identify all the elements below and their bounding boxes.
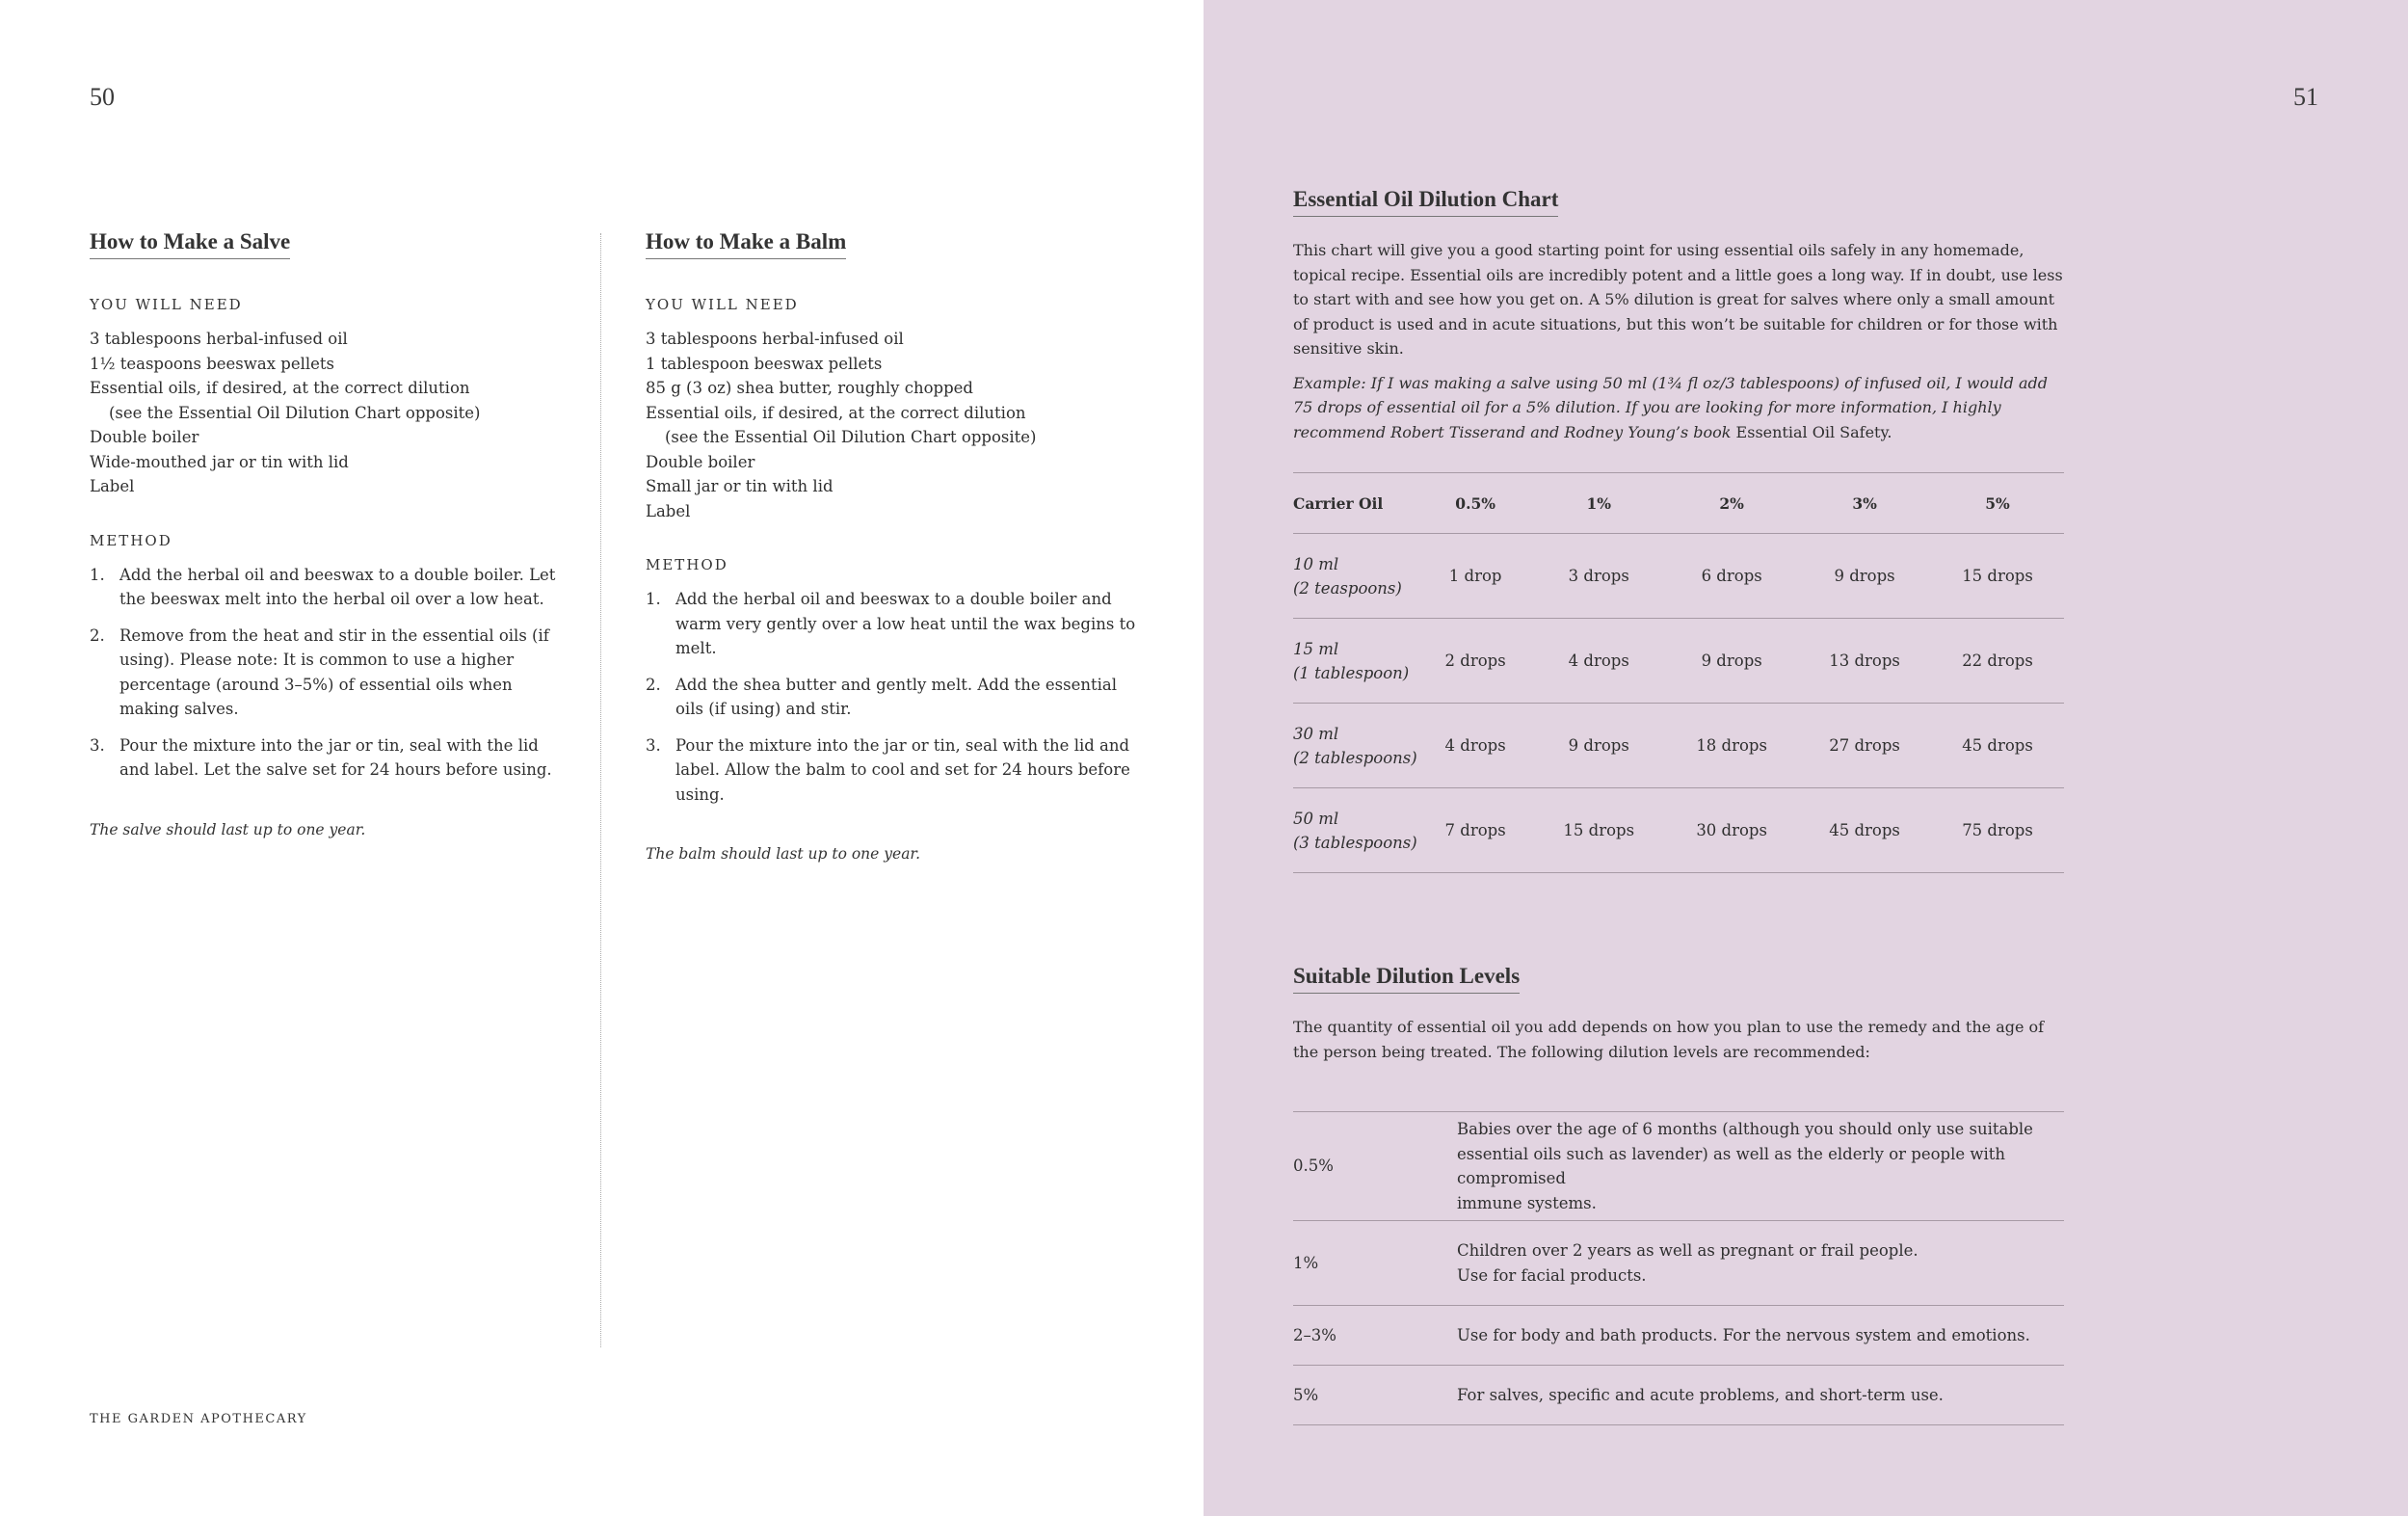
table-row <box>1293 1112 2064 1221</box>
salve-need-label: YOU WILL NEED <box>90 296 243 313</box>
carrier-volume: 10 ml (2 teaspoons) <box>1293 534 1418 619</box>
list-item: Small jar or tin with lid <box>646 477 834 495</box>
list-item: (see the Essential Oil Dilution Chart opposite) <box>109 403 481 422</box>
table-cell: 4 drops <box>1532 619 1665 704</box>
list-item: Essential oils, if desired, at the correct dilution <box>90 379 470 397</box>
step-item: 3. Pour the mixture into the jar or tin, seal with the lid and label. Let the salve set for 24 hours before using. <box>90 735 552 779</box>
table-cell: 15 drops <box>1931 534 2064 619</box>
header-carrier-oil: Carrier Oil <box>1293 473 1418 534</box>
step-item: 1. Add the herbal oil and beeswax to a double boiler. Let the beeswax melt into the herbal oil over a low heat. <box>90 565 556 608</box>
list-item: 1½ teaspoons beeswax pellets <box>90 354 335 373</box>
level-description: Babies over the age of 6 months (although you should only use suitable essential oils such as lavender) as well as the elderly or people with compromised immune systems. <box>1457 1112 2064 1221</box>
chart-intro: This chart will give you a good starting point for using essential oils safely in any homemade, topical recipe. Essential oils are incredibly potent and a little goes a long way. If in doubt, use less to start with and see how you get on. A 5% dilution is great for salves where only a small amount of product is used and in acute situations, but this won’t be suitable for children or for those with sensitive skin. <box>1293 241 2063 358</box>
list-item: 1 tablespoon beeswax pellets <box>646 354 883 373</box>
levels-intro: The quantity of essential oil you add depends on how you plan to use the remedy and the age of the person being treated. The following dilution levels are recommended: <box>1293 1018 2045 1061</box>
levels-table <box>1293 1111 2064 1425</box>
levels-table-wrap <box>1293 1111 2064 1425</box>
level-description: Children over 2 years as well as pregnant or frail people. Use for facial products. <box>1457 1221 2064 1306</box>
list-item: Label <box>90 477 135 495</box>
salve-note: The salve should last up to one year. <box>90 820 366 838</box>
table-row <box>1293 704 2064 788</box>
table-row <box>1293 1366 2064 1425</box>
level-description: For salves, specific and acute problems, and short-term use. <box>1457 1366 2064 1425</box>
table-cell: 7 drops <box>1418 788 1532 873</box>
list-item: 3 tablespoons herbal-infused oil <box>90 330 348 348</box>
level-value: 1% <box>1293 1221 1457 1306</box>
step-item: 1. Add the herbal oil and beeswax to a double boiler and warm very gently over a low heat until the wax begins to melt. <box>646 590 1136 657</box>
list-item: Double boiler <box>90 428 199 446</box>
list-item: Label <box>646 501 691 520</box>
header-cell: 2% <box>1665 473 1798 534</box>
list-item: Essential oils, if desired, at the correct dilution <box>646 403 1026 422</box>
dilution-table-wrap <box>1293 472 2064 873</box>
dilution-chart-section <box>1293 187 2064 444</box>
page-number-left: 50 <box>90 83 115 111</box>
list-item: Wide-mouthed jar or tin with lid <box>90 452 349 471</box>
table-row <box>1293 1221 2064 1306</box>
carrier-volume: 50 ml (3 tablespoons) <box>1293 788 1418 873</box>
book-footer: THE GARDEN APOTHECARY <box>90 1412 307 1426</box>
column-divider <box>600 233 601 1347</box>
balm-need-label: YOU WILL NEED <box>646 296 799 313</box>
balm-column <box>646 229 1137 863</box>
table-cell: 3 drops <box>1532 534 1665 619</box>
chart-title: Essential Oil Dilution Chart <box>1293 187 1558 217</box>
table-cell: 9 drops <box>1532 704 1665 788</box>
chart-example: Example: If I was making a salve using 50 ml (1¾ fl oz/3 tablespoons) of infused oil, I would add 75 drops of essential oil for a 5% dilution. If you are looking for more information, I highly recommend Robert Tisserand and Rodney Young’s book Essential Oil Safety. <box>1293 373 2049 441</box>
header-cell: 1% <box>1532 473 1665 534</box>
table-row <box>1293 788 2064 873</box>
balm-method-label: METHOD <box>646 556 728 573</box>
right-page <box>1204 0 2408 1516</box>
header-cell: 0.5% <box>1418 473 1532 534</box>
balm-note: The balm should last up to one year. <box>646 845 921 863</box>
carrier-volume: 30 ml (2 tablespoons) <box>1293 704 1418 788</box>
level-value: 2–3% <box>1293 1306 1457 1366</box>
table-row <box>1293 534 2064 619</box>
salve-column <box>90 229 562 838</box>
table-row <box>1293 1306 2064 1366</box>
level-description: Use for body and bath products. For the nervous system and emotions. <box>1457 1306 2064 1366</box>
table-cell: 30 drops <box>1665 788 1798 873</box>
table-cell: 1 drop <box>1418 534 1532 619</box>
salve-title: How to Make a Salve <box>90 229 290 259</box>
level-value: 5% <box>1293 1366 1457 1425</box>
table-cell: 75 drops <box>1931 788 2064 873</box>
table-cell: 27 drops <box>1798 704 1931 788</box>
table-cell: 18 drops <box>1665 704 1798 788</box>
salve-items <box>90 327 562 499</box>
balm-title: How to Make a Balm <box>646 229 846 259</box>
salve-steps <box>90 563 562 783</box>
table-cell: 13 drops <box>1798 619 1931 704</box>
header-cell: 5% <box>1931 473 2064 534</box>
carrier-volume: 15 ml (1 tablespoon) <box>1293 619 1418 704</box>
table-cell: 22 drops <box>1931 619 2064 704</box>
table-cell: 45 drops <box>1798 788 1931 873</box>
table-cell: 6 drops <box>1665 534 1798 619</box>
list-item: 85 g (3 oz) shea butter, roughly chopped <box>646 379 973 397</box>
table-header-row <box>1293 473 2064 534</box>
balm-steps <box>646 587 1137 807</box>
list-item: (see the Essential Oil Dilution Chart opposite) <box>665 428 1037 446</box>
balm-items <box>646 327 1137 523</box>
dilution-levels-section <box>1293 964 2064 1064</box>
table-cell: 9 drops <box>1798 534 1931 619</box>
book-title: Essential Oil Safety. <box>1735 422 1892 441</box>
header-cell: 3% <box>1798 473 1931 534</box>
page-number-right: 51 <box>2293 83 2318 111</box>
salve-method-label: METHOD <box>90 531 172 549</box>
table-row <box>1293 619 2064 704</box>
dilution-table <box>1293 472 2064 873</box>
step-item: 2. Add the shea butter and gently melt. Add the essential oils (if using) and stir. <box>646 675 1118 718</box>
table-cell: 9 drops <box>1665 619 1798 704</box>
list-item: 3 tablespoons herbal-infused oil <box>646 330 904 348</box>
step-item: 3. Pour the mixture into the jar or tin, seal with the lid and label. Allow the balm to cool and set for 24 hours before using. <box>646 735 1130 804</box>
table-cell: 45 drops <box>1931 704 2064 788</box>
table-cell: 15 drops <box>1532 788 1665 873</box>
table-cell: 2 drops <box>1418 619 1532 704</box>
step-item: 2. Remove from the heat and stir in the essential oils (if using). Please note: It is common to use a higher percentage (around 3–5%) of essential oils when making salves. <box>90 625 549 718</box>
levels-title: Suitable Dilution Levels <box>1293 964 1520 994</box>
level-value: 0.5% <box>1293 1112 1457 1221</box>
list-item: Double boiler <box>646 452 755 471</box>
table-cell: 4 drops <box>1418 704 1532 788</box>
